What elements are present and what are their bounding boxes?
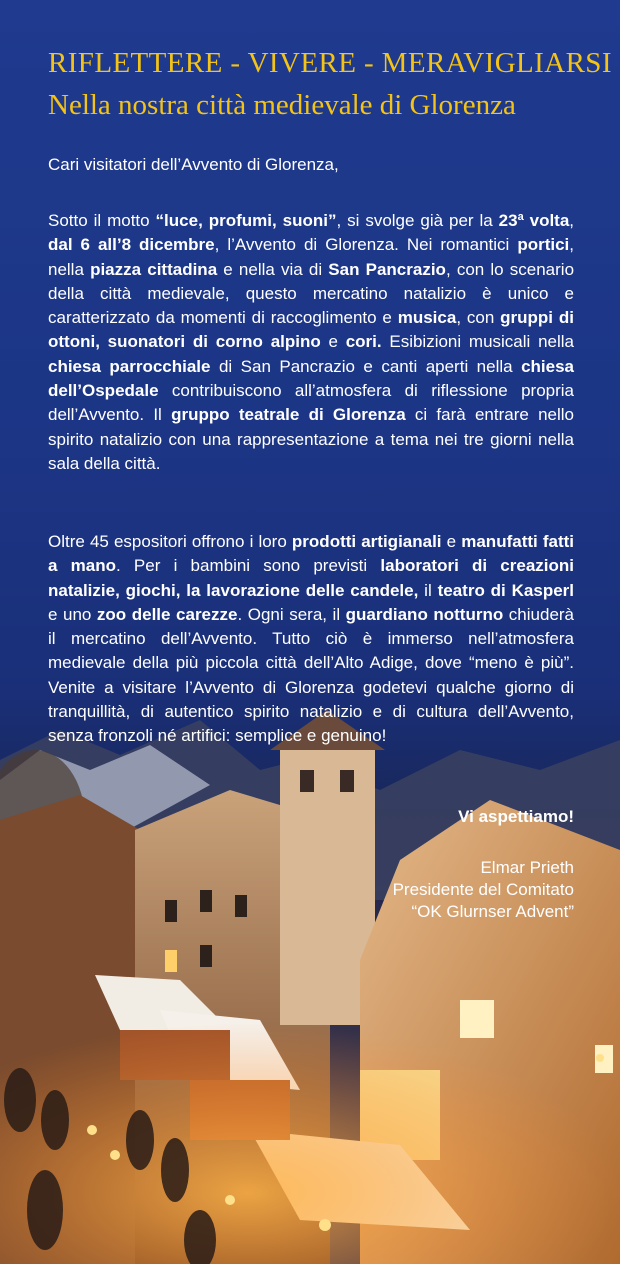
- title-line-2: Nella nostra città medievale di Glorenza: [48, 89, 516, 121]
- signature-block: [254, 857, 574, 923]
- signature-org: “OK Glurnser Advent”: [411, 902, 574, 921]
- night-town-illustration: [0, 700, 620, 1264]
- paragraph-1: Sotto il motto “luce, profumi, suoni”, si svolge già per la 23$^a$ volta, dal 6 all’8 dicembre, l’Avvento di Glorenza. Nei romantici portici, nella piazza cittadina e nella via di San Pancrazio, con lo scenario della città medievale, questo mercatino natalizio è unico e caratterizzato da momenti di raccoglimento e musica, con gruppi di ottoni, suonatori di corno alpino e cori. Esibizioni musicali nella chiesa parrocchiale di San Pancrazio e canti aperti nella chiesa dell’Ospedale contribuiscono all’atmosfera di riflessione propria dell’Avvento. Il gruppo teatrale di Glorenza ci farà entrare nello spirito natalizio con una rappresentazione a tema nei tre giorni nella sala della città.: [48, 211, 575, 473]
- signature-name: Elmar Prieth: [480, 858, 574, 877]
- closing-line: Vi aspettiamo!: [458, 807, 574, 826]
- title-line-1: RIFLETTERE - VIVERE - MERAVIGLIARSI: [48, 47, 612, 79]
- signature-role: Presidente del Comitato: [392, 880, 574, 899]
- paragraph-2: Oltre 45 espositori offrono i loro prodotti artigianali e manufatti fatti a mano. Per i bambini sono previsti laboratori di creazioni natalizie, giochi, la lavorazione delle candele, il teatro di Kasperl e uno zoo delle carezze. Ogni sera, il guardiano notturno chiuderà il mercatino dell’Avvento. Tutto ciò è immerso nell’atmosfera medievale della più piccola città dell’Alto Adige, dove “meno è più”. Venite a visitare l’Avvento di Glorenza godetevi qualche giorno di tranquillità, di autentico spirito natalizio e di cultura dell’Avvento, senza fronzoli né artifici: semplice e genuino!: [48, 532, 575, 746]
- greeting: Cari visitatori dell’Avvento di Glorenza,: [48, 155, 339, 174]
